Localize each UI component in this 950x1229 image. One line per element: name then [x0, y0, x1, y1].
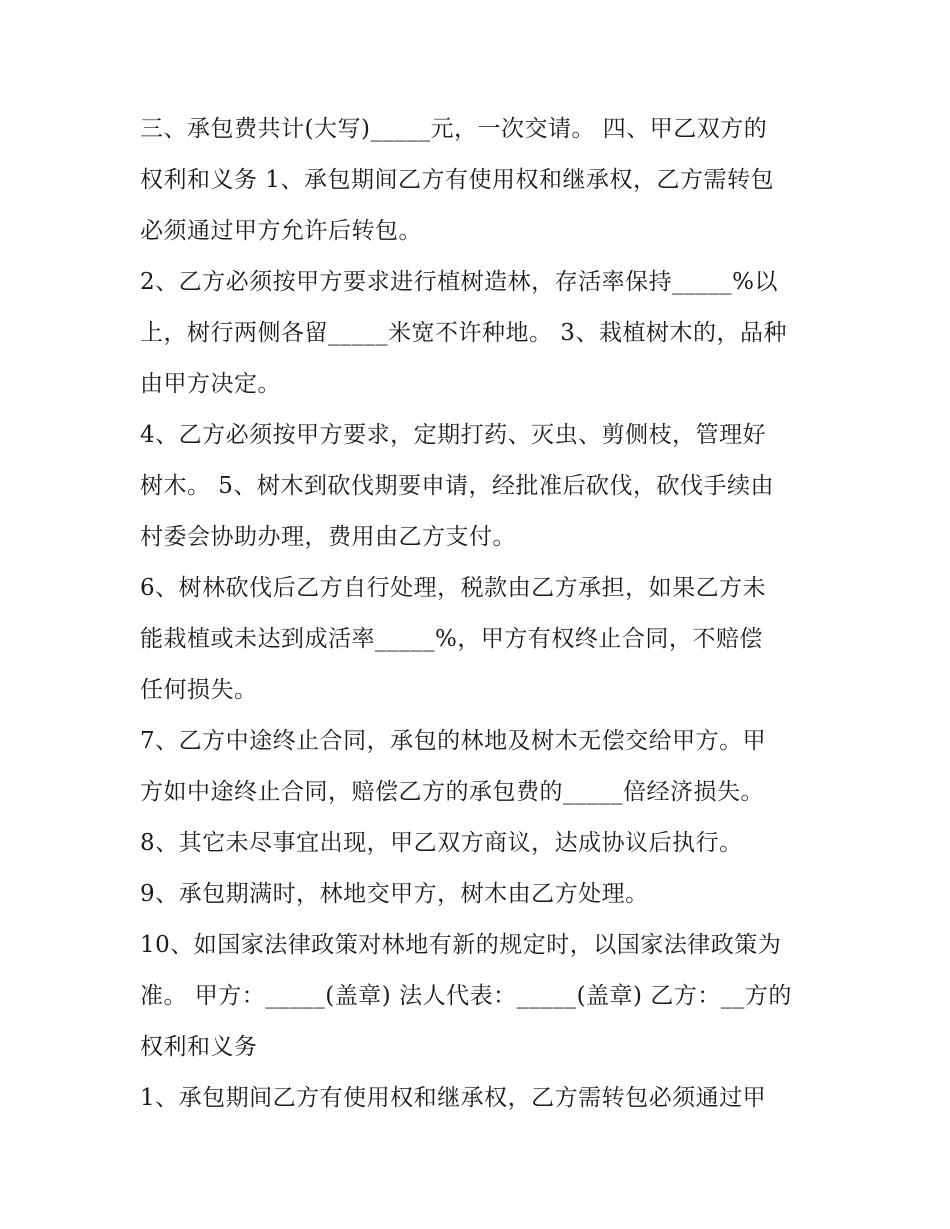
- paragraph-clause-10-signatures: [140, 920, 820, 1073]
- text-line: 2、乙方必须按甲方要求进行植树造林，存活率保持_____%以: [140, 269, 778, 295]
- text-line: 能栽植或未达到成活率_____%，甲方有权终止合同，不赔偿: [140, 626, 763, 652]
- paragraph-clause-4: [140, 410, 820, 563]
- paragraph-rights-clause-1: [140, 1073, 820, 1124]
- paragraph-clause-8: [140, 818, 820, 869]
- text-line: 准。 甲方：_____(盖章) 法人代表：_____(盖章) 乙方：__方的: [140, 983, 792, 1009]
- text-line: 7、乙方中途终止合同，承包的林地及树木无偿交给甲方。甲: [140, 728, 767, 754]
- text-line: 9、承包期满时，林地交甲方，树木由乙方处理。: [140, 881, 649, 907]
- text-line: 任何损失。: [140, 677, 258, 703]
- text-line: 村委会协助办理，费用由乙方支付。: [140, 524, 516, 550]
- text-line: 三、承包费共计(大写)_____元，一次交请。 四、甲乙双方的: [140, 116, 768, 142]
- text-line: 必须通过甲方允许后转包。: [140, 218, 422, 244]
- paragraph-clause-2: [140, 257, 820, 410]
- text-line: 上，树行两侧各留_____米宽不许种地。 3、栽植树木的，品种: [140, 320, 787, 346]
- text-line: 由甲方决定。: [140, 371, 281, 397]
- text-line: 1、承包期间乙方有使用权和继承权，乙方需转包必须通过甲: [140, 1085, 767, 1111]
- text-line: 10、如国家法律政策对林地有新的规定时，以国家法律政策为: [140, 932, 782, 958]
- paragraph-clause-9: [140, 869, 820, 920]
- text-line: 权利和义务: [140, 1034, 258, 1060]
- paragraph-contract-fee: [140, 104, 820, 257]
- text-line: 4、乙方必须按甲方要求，定期打药、灭虫、剪侧枝，管理好: [140, 422, 767, 448]
- text-line: 权利和义务 1、承包期间乙方有使用权和继承权，乙方需转包: [140, 167, 774, 193]
- paragraph-clause-6: [140, 563, 820, 716]
- paragraph-clause-7: [140, 716, 820, 818]
- document-body: [140, 104, 820, 1124]
- text-line: 树木。 5、树木到砍伐期要申请，经批准后砍伐，砍伐手续由: [140, 473, 774, 499]
- text-line: 方如中途终止合同，赔偿乙方的承包费的_____倍经济损失。: [140, 779, 764, 805]
- text-line: 6、树林砍伐后乙方自行处理，税款由乙方承担，如果乙方未: [140, 575, 767, 601]
- text-line: 8、其它未尽事宜出现，甲乙双方商议，达成协议后执行。: [140, 830, 743, 856]
